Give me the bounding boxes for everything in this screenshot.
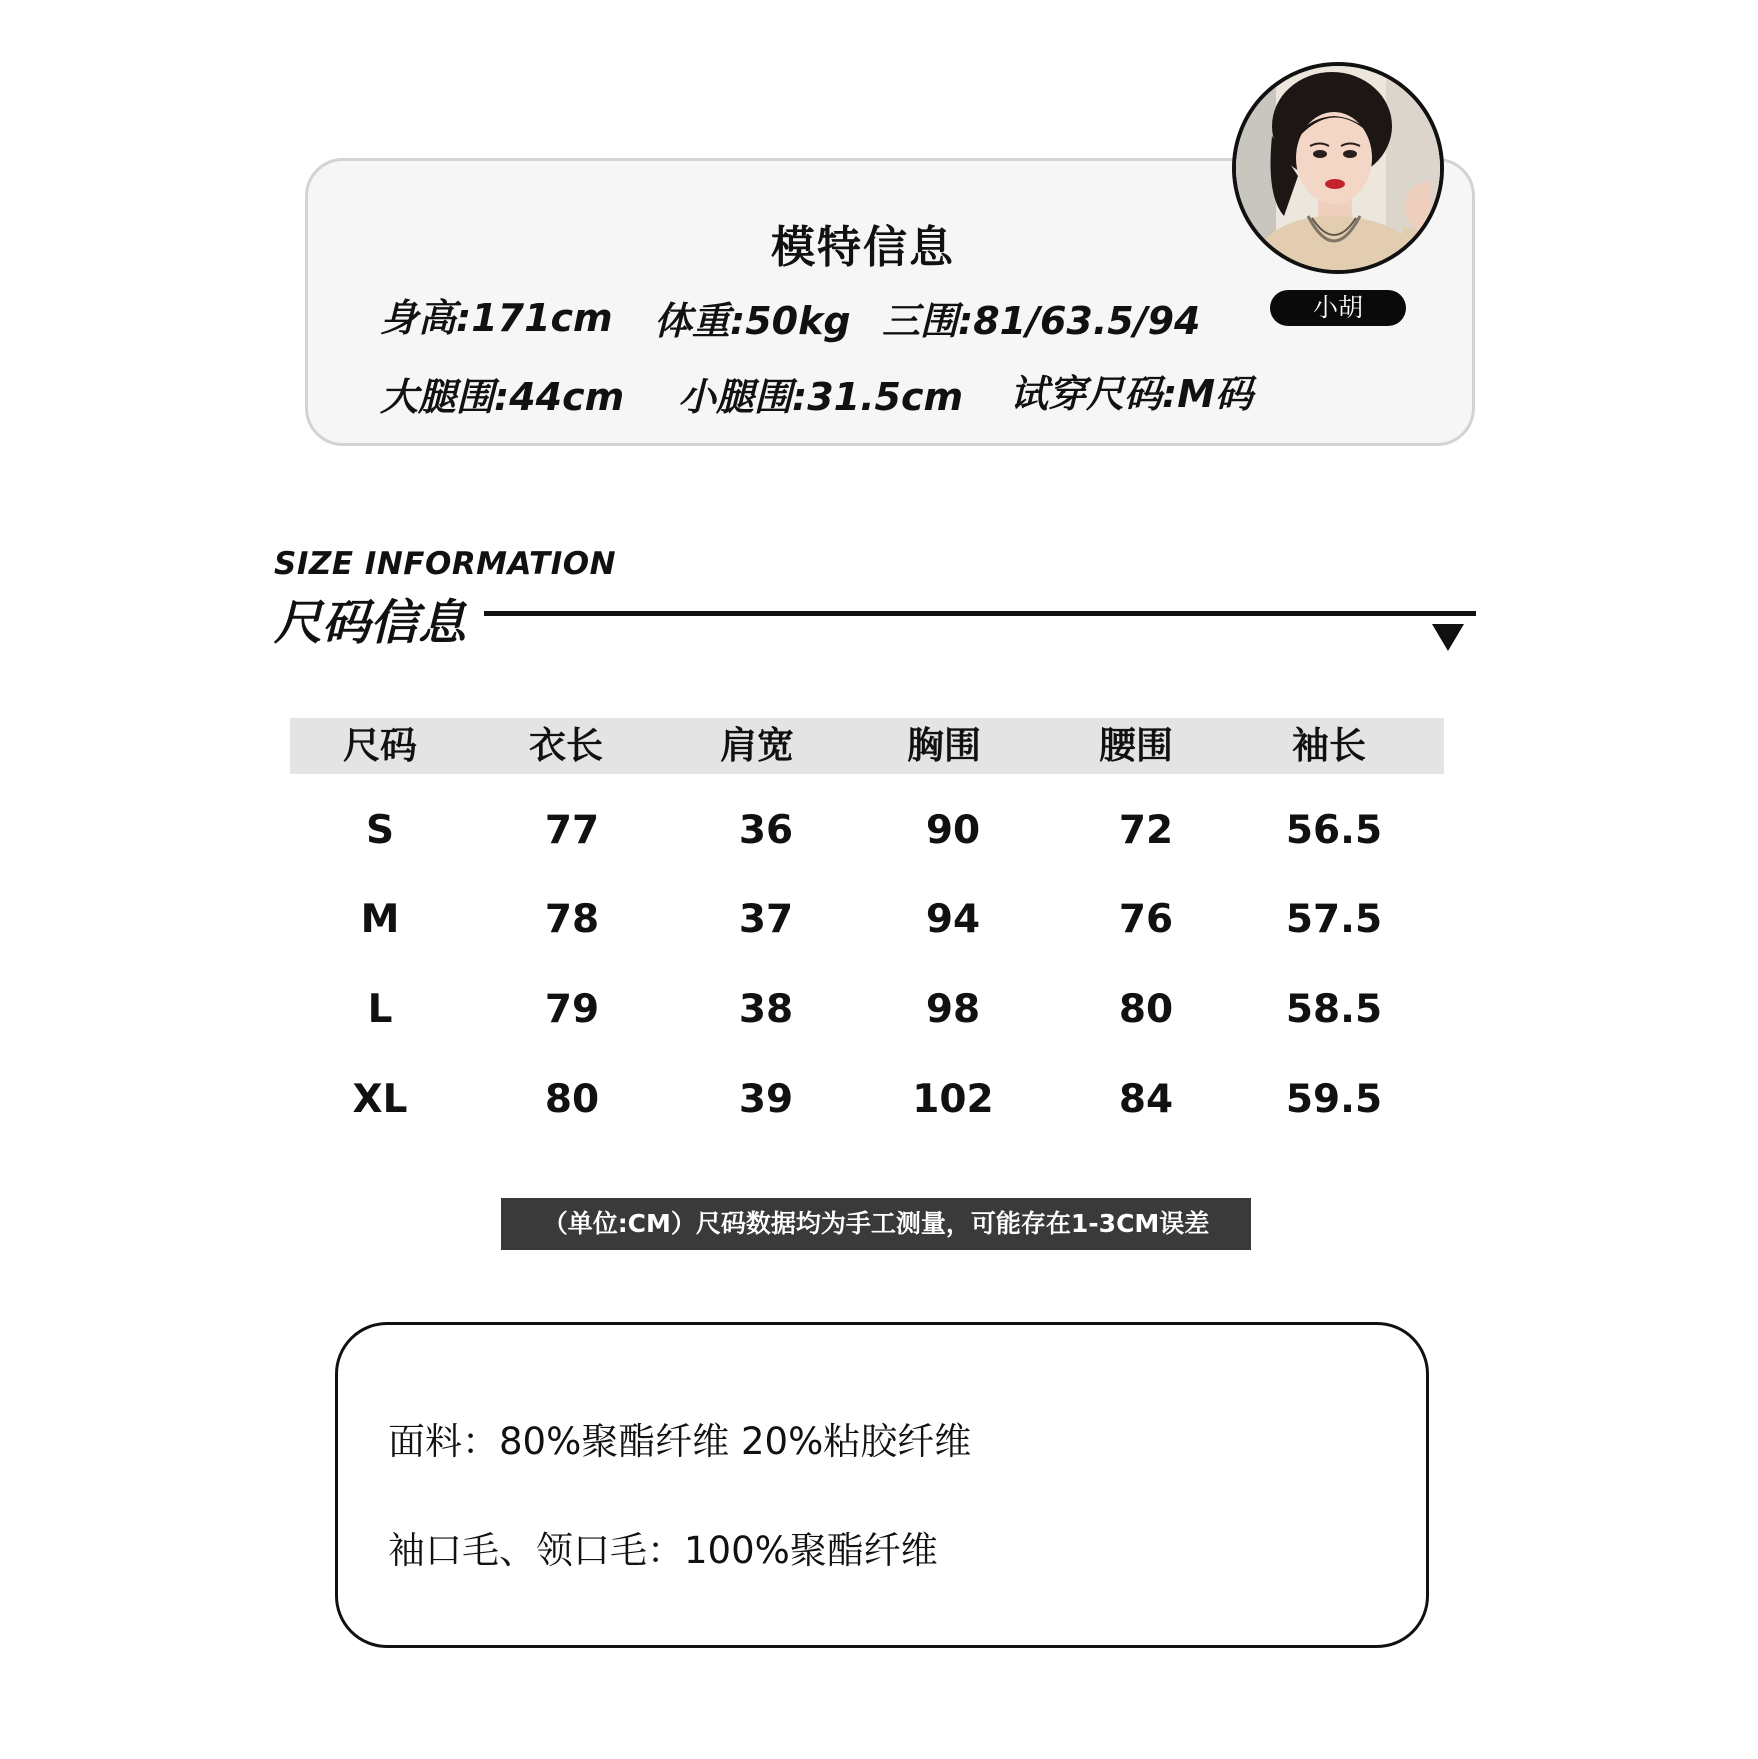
heading-divider — [484, 611, 1476, 616]
table-cell: 59.5 — [1285, 1077, 1383, 1122]
table-cell: 37 — [738, 897, 794, 942]
triangle-down-icon — [1432, 624, 1464, 651]
measurement-note: （单位:CM）尺码数据均为手工测量，可能存在1-3CM误差 — [501, 1198, 1251, 1250]
header-length: 衣长 — [529, 724, 603, 767]
table-cell: 98 — [925, 987, 981, 1032]
table-cell: 58.5 — [1285, 987, 1383, 1032]
table-cell: 56.5 — [1285, 808, 1383, 853]
model-avatar — [1232, 62, 1444, 274]
header-chest: 胸围 — [907, 724, 981, 767]
model-info-title: 模特信息 — [771, 222, 955, 273]
table-cell: L — [367, 987, 393, 1032]
table-cell: 80 — [544, 1077, 600, 1122]
table-cell: 57.5 — [1285, 897, 1383, 942]
size-heading-en: SIZE INFORMATION — [274, 546, 617, 582]
model-portrait-image — [1236, 66, 1440, 270]
model-fit-size: 试穿尺码:M码 — [1010, 372, 1254, 416]
table-cell: 79 — [544, 987, 600, 1032]
header-waist: 腰围 — [1099, 724, 1173, 767]
size-heading-cn: 尺码信息 — [274, 595, 467, 651]
table-cell: 76 — [1118, 897, 1174, 942]
model-name-badge: 小胡 — [1270, 290, 1406, 326]
model-calf: 小腿围:31.5cm — [678, 375, 964, 419]
table-cell: 72 — [1118, 808, 1174, 853]
table-cell: M — [360, 897, 400, 942]
header-size: 尺码 — [343, 724, 417, 767]
fabric-composition: 面料：80%聚酯纤维 20%粘胶纤维 — [388, 1420, 972, 1463]
table-cell: 84 — [1118, 1077, 1174, 1122]
table-cell: 39 — [738, 1077, 794, 1122]
model-measurements: 三围:81/63.5/94 — [882, 299, 1201, 343]
header-sleeve: 袖长 — [1292, 724, 1366, 767]
table-cell: 38 — [738, 987, 794, 1032]
model-weight: 体重:50kg — [654, 299, 851, 343]
table-cell: 94 — [925, 897, 981, 942]
model-height: 身高:171cm — [380, 296, 613, 340]
fabric-info-box — [335, 1322, 1429, 1648]
table-cell: XL — [352, 1077, 408, 1122]
table-cell: 80 — [1118, 987, 1174, 1032]
model-thigh: 大腿围:44cm — [380, 375, 625, 419]
trim-composition: 袖口毛、领口毛：100%聚酯纤维 — [388, 1529, 938, 1572]
table-cell: 102 — [912, 1077, 994, 1122]
table-cell: 36 — [738, 808, 794, 853]
header-shoulder: 肩宽 — [720, 724, 794, 767]
table-cell: 90 — [925, 808, 981, 853]
table-cell: S — [365, 808, 395, 853]
table-cell: 77 — [544, 808, 600, 853]
table-cell: 78 — [544, 897, 600, 942]
